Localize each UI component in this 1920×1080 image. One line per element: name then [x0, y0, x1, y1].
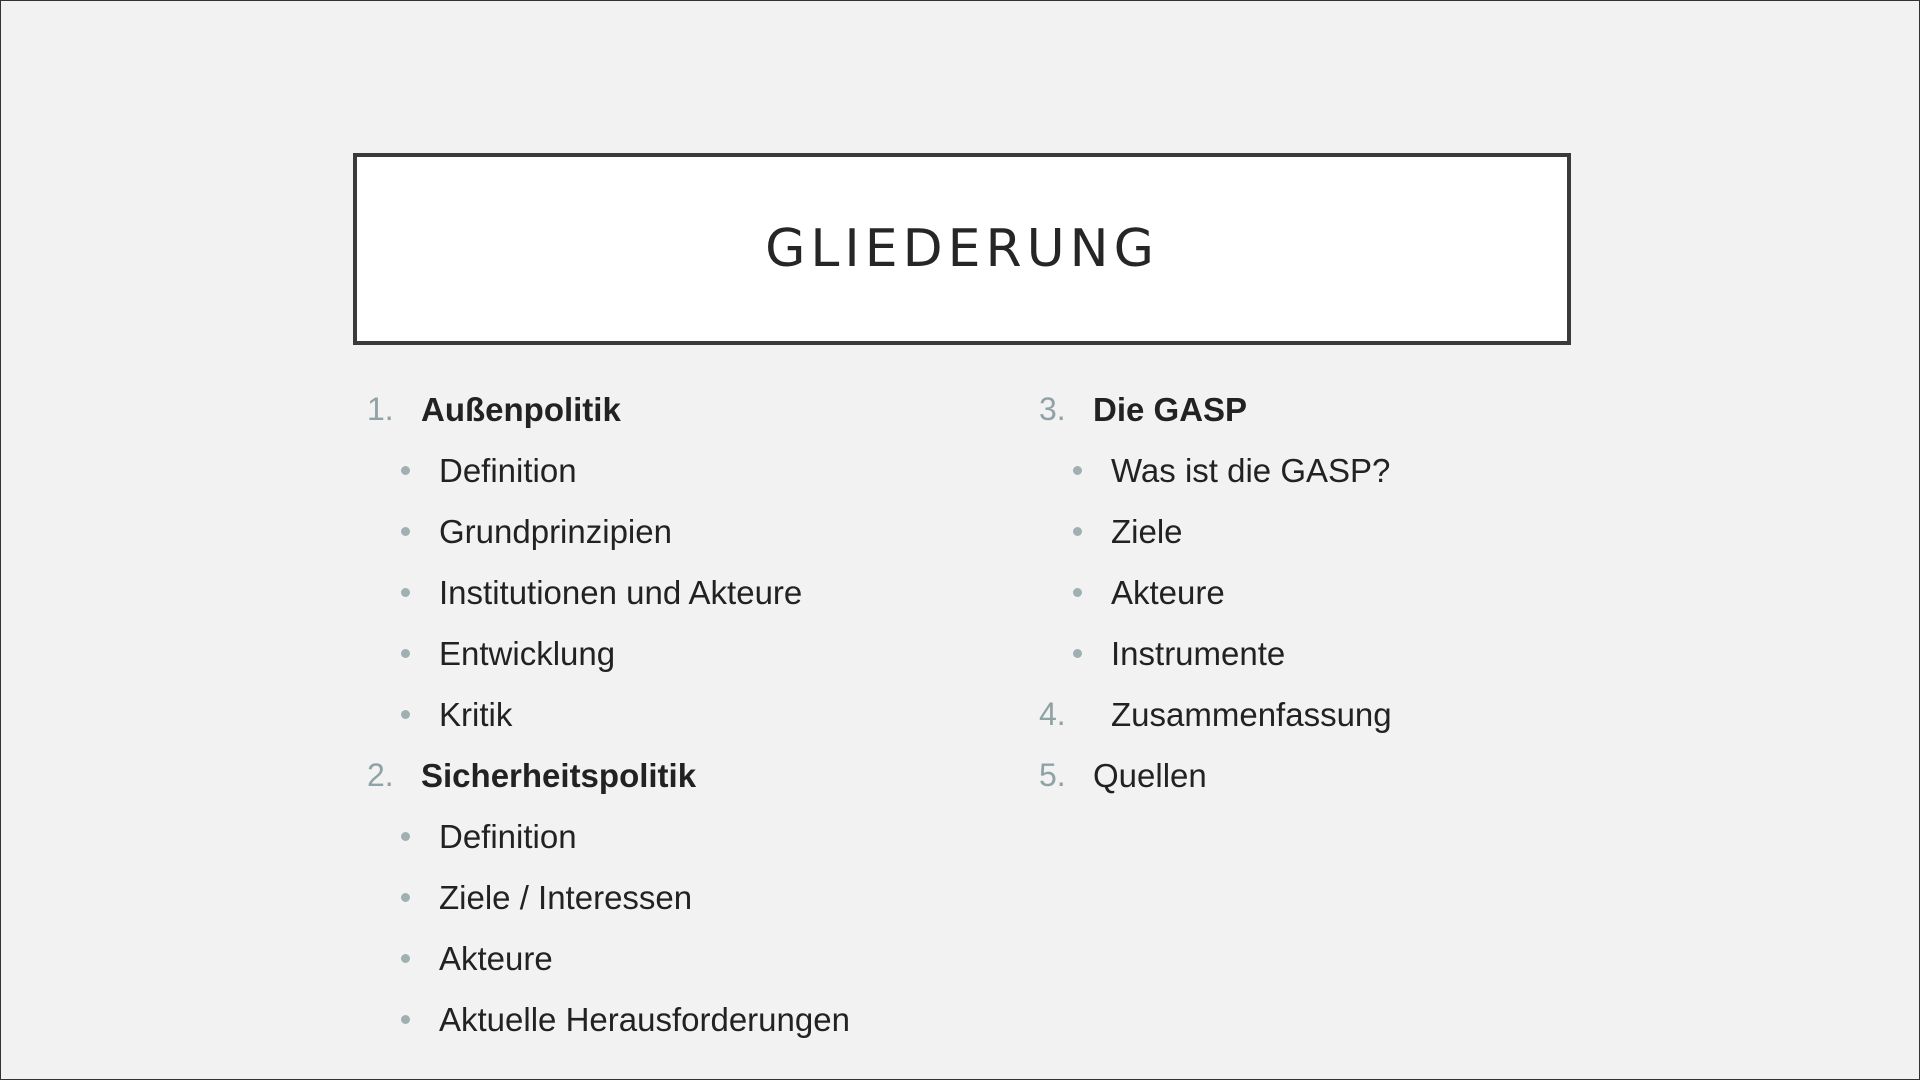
bullet-icon [401, 893, 410, 902]
list-item-label: Grundprinzipien [439, 512, 672, 550]
outline-section-5 [1025, 745, 1665, 806]
outline-section-2 [353, 745, 993, 806]
bullet-icon [401, 527, 410, 536]
list-item [353, 867, 993, 928]
list-item [353, 501, 993, 562]
list-item-label: Institutionen und Akteure [439, 573, 803, 611]
section-heading: Quellen [1093, 756, 1207, 794]
title-box [353, 153, 1571, 345]
outline-section-1 [353, 379, 993, 440]
list-item [353, 928, 993, 989]
list-item [1025, 440, 1665, 501]
bullet-icon [401, 954, 410, 963]
section-number: 4. [1039, 696, 1066, 732]
section-heading: Zusammenfassung [1111, 695, 1392, 733]
section-heading: Sicherheitspolitik [421, 756, 697, 794]
bullet-icon [401, 710, 410, 719]
bullet-icon [401, 1015, 410, 1024]
bullet-icon [1073, 527, 1082, 536]
list-item [353, 806, 993, 867]
slide [1, 1, 1919, 1079]
list-item-label: Definition [439, 451, 577, 489]
section-number: 2. [367, 757, 394, 793]
list-item-label: Aktuelle Herausforderungen [439, 1000, 850, 1038]
section-heading: Außenpolitik [421, 390, 621, 428]
list-item [353, 989, 993, 1050]
list-item [353, 684, 993, 745]
bullet-icon [1073, 466, 1082, 475]
bullet-icon [401, 466, 410, 475]
list-item [353, 440, 993, 501]
section-number: 1. [367, 391, 394, 427]
list-item-label: Ziele / Interessen [439, 878, 693, 916]
list-item-label: Akteure [1111, 573, 1225, 611]
outline-section-3 [1025, 379, 1665, 440]
list-item-label: Instrumente [1111, 634, 1286, 672]
list-item-label: Definition [439, 817, 577, 855]
list-item-label: Ziele [1111, 512, 1183, 550]
bullet-icon [401, 588, 410, 597]
section-number: 5. [1039, 757, 1066, 793]
bullet-icon [401, 649, 410, 658]
bullet-icon [1073, 649, 1082, 658]
bullet-icon [1073, 588, 1082, 597]
outline-section-4 [1025, 684, 1665, 745]
list-item-label: Akteure [439, 939, 553, 977]
list-item [1025, 623, 1665, 684]
section-number: 3. [1039, 391, 1066, 427]
bullet-icon [401, 832, 410, 841]
list-item-label: Entwicklung [439, 634, 616, 672]
list-item [1025, 501, 1665, 562]
list-item [1025, 562, 1665, 623]
list-item [353, 562, 993, 623]
list-item-label: Kritik [439, 695, 513, 733]
section-heading: Die GASP [1093, 390, 1248, 428]
list-item [353, 623, 993, 684]
outline-left-column [353, 379, 993, 1050]
outline-right-column [1025, 379, 1665, 806]
list-item-label: Was ist die GASP? [1111, 451, 1391, 489]
slide-title: GLIEDERUNG [765, 219, 1159, 279]
